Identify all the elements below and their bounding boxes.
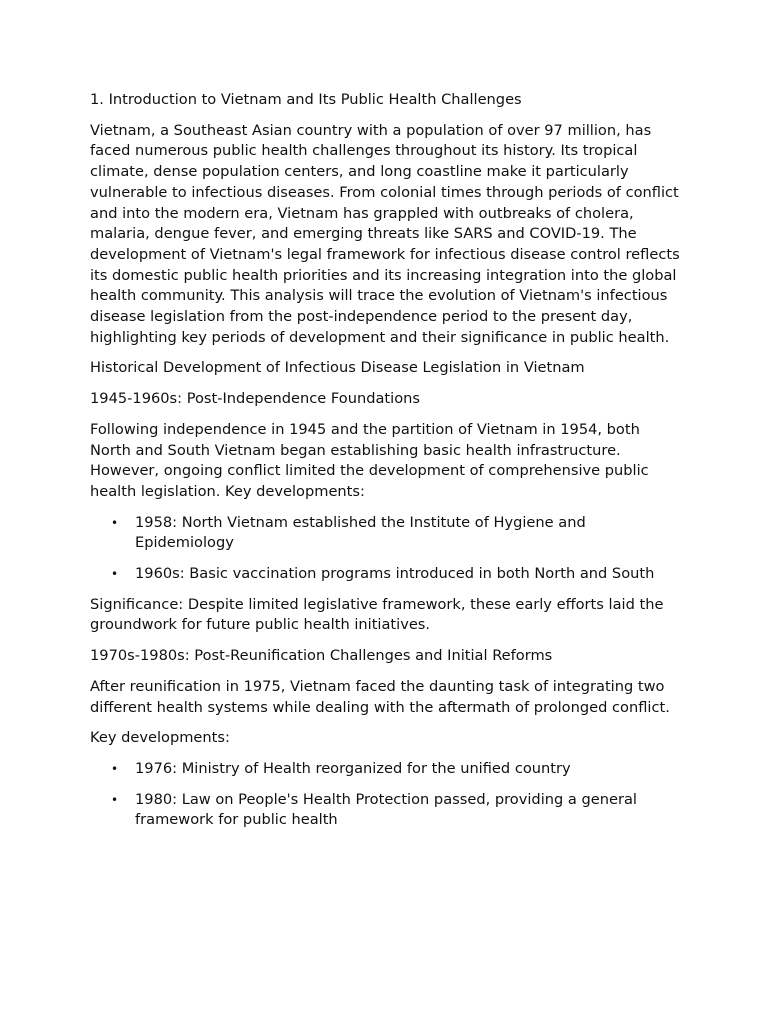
period-title-1945: 1945-1960s: Post-Independence Foundations [90, 390, 420, 408]
period-list-1970 [90, 759, 680, 831]
period-list-1945 [90, 513, 680, 585]
list-item: • 1960s: Basic vaccination programs introduced in both North and South [135, 564, 680, 585]
list-item: • 1958: North Vietnam established the Institute of Hygiene and Epidemiology [135, 513, 680, 554]
list-item: • 1976: Ministry of Health reorganized for the unified country [135, 759, 680, 780]
list-item: • 1980: Law on People's Health Protection passed, providing a general framework for public health [135, 790, 680, 831]
period-title-1970: 1970s-1980s: Post-Reunification Challenges and Initial Reforms [90, 647, 553, 665]
period-paragraph-1945: Following independence in 1945 and the partition of Vietnam in 1954, both North and South Vietnam began establishing basic health infrastructure. However, ongoing conflict limited the development of comprehensive public health legislation. Key developments: [90, 420, 649, 500]
document-page [90, 90, 680, 841]
intro-paragraph: Vietnam, a Southeast Asian country with a population of over 97 million, has faced numerous public health challenges throughout its history. Its tropical climate, dense population centers, and long coastline make it particularly vulnerable to infectious diseases. From colonial times through periods of conflict and into the modern era, Vietnam has grappled with outbreaks of cholera, malaria, dengue fever, and emerging threats like SARS and COVID-19. The development of Vietnam's legal framework for infectious disease control reflects its domestic public health priorities and its increasing integration into the global health community. This analysis will trace the evolution of Vietnam's infectious disease legislation from the post-independence period to the present day, highlighting key periods of development and their significance in public health. [90, 121, 680, 346]
document-heading: 1. Introduction to Vietnam and Its Public Health Challenges [90, 91, 522, 108]
section-title: Historical Development of Infectious Disease Legislation in Vietnam [90, 359, 585, 377]
key-developments-label: Key developments: [90, 729, 230, 747]
period-paragraph-1970: After reunification in 1975, Vietnam faced the daunting task of integrating two different health systems while dealing with the aftermath of prolonged conflict. [90, 677, 670, 716]
significance-paragraph: Significance: Despite limited legislative framework, these early efforts laid the groundwork for future public health initiatives. [90, 595, 664, 634]
